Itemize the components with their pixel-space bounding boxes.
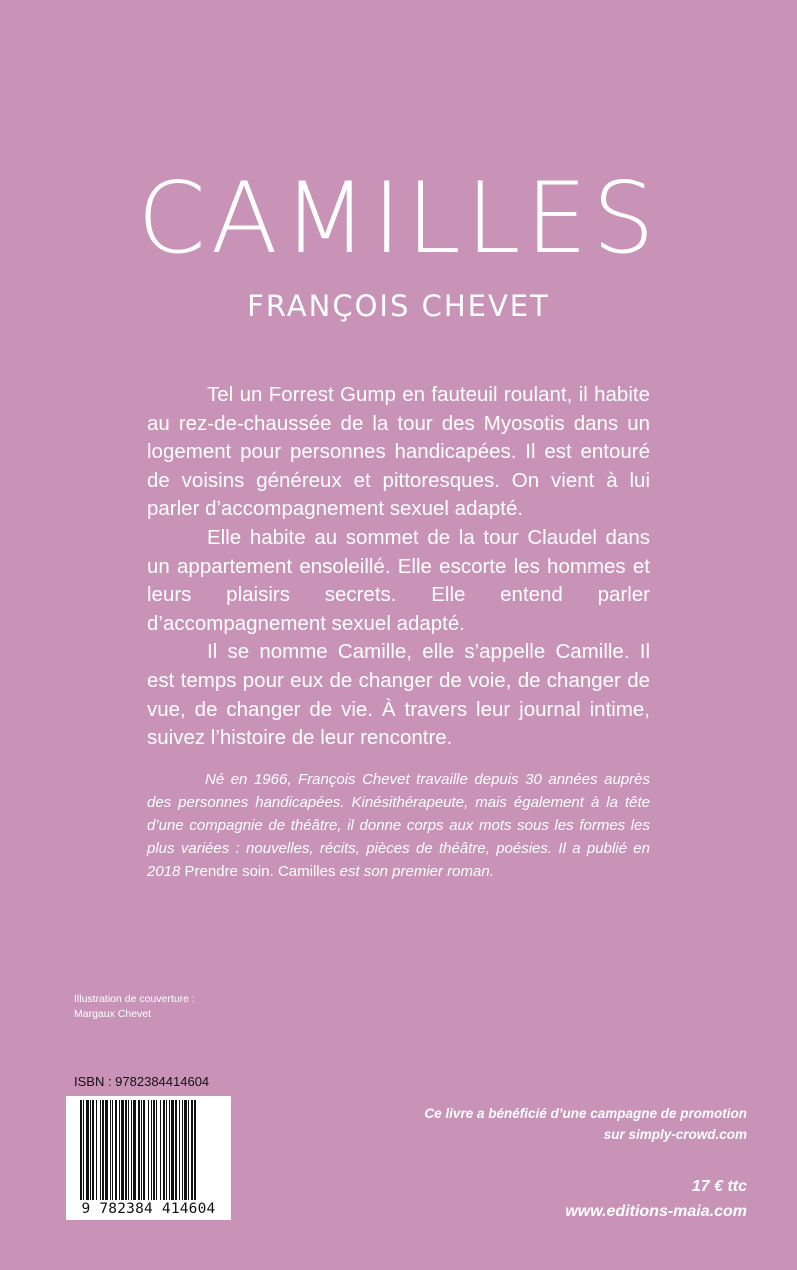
price-block (565, 1174, 747, 1224)
bio-book-title-1: Prendre soin (184, 863, 270, 880)
promotion-line-2: sur simply-crowd.com (603, 1127, 747, 1142)
promotion-note (424, 1103, 747, 1145)
blurb-paragraph-2: Elle habite au sommet de la tour Claudel dans un appartement ensoleillé. Elle escorte les hommes et leurs plaisirs secrets. Elle entend parler d’accompagnement sexuel adapté. (147, 525, 650, 635)
back-cover-blurb (147, 381, 650, 753)
illustrator-name: Margaux Chevet (74, 1008, 152, 1020)
blurb-paragraph-1: Tel un Forrest Gump en fauteuil roulant, il habite au rez-de-chaussée de la tour des Myosotis dans un logement pour personnes handicapées. Il est entouré de voisins généreux et pittoresques. On vient à lui parler d’accompagnement sexuel adapté. (147, 383, 650, 521)
author-name: FRANÇOIS CHEVET (247, 289, 550, 323)
isbn-barcode (66, 1096, 231, 1220)
author-bio-paragraph (147, 768, 650, 883)
bio-book-title-2: Camilles (277, 863, 336, 880)
promotion-line-1: Ce livre a bénéficié d’une campagne de promotion (424, 1106, 747, 1121)
barcode-digits: 9 782384 414604 (66, 1200, 231, 1218)
illustration-credit (74, 992, 195, 1022)
isbn-label: ISBN : 9782384414604 (74, 1074, 210, 1089)
price: 17 € ttc (691, 1178, 747, 1195)
barcode-bars (66, 1096, 231, 1206)
bio-text-2: . (269, 863, 278, 880)
book-title: CAMILLES (137, 162, 660, 276)
author-bio (147, 768, 650, 883)
publisher-website: www.editions-maia.com (565, 1203, 747, 1220)
bio-text-3: est son premier roman. (335, 863, 494, 880)
blurb-paragraph-3: Il se nomme Camille, elle s’appelle Camille. Il est temps pour eux de changer de voie, de changer de vue, de changer de vie. À travers leur journal intime, suivez l’histoire de leur rencontre. (147, 640, 650, 750)
bio-text-1: Né en 1966, François Chevet travaille depuis 30 années auprès des personnes handicapées. Kinésithérapeute, mais également à la tête d’une compagnie de théâtre, il donne corps aux mots sous les formes les plus variées : nouvelles, récits, pièces de théâtre, poésies. Il a publié en 2018 (147, 771, 650, 880)
illustration-label: Illustration de couverture : (74, 993, 195, 1005)
